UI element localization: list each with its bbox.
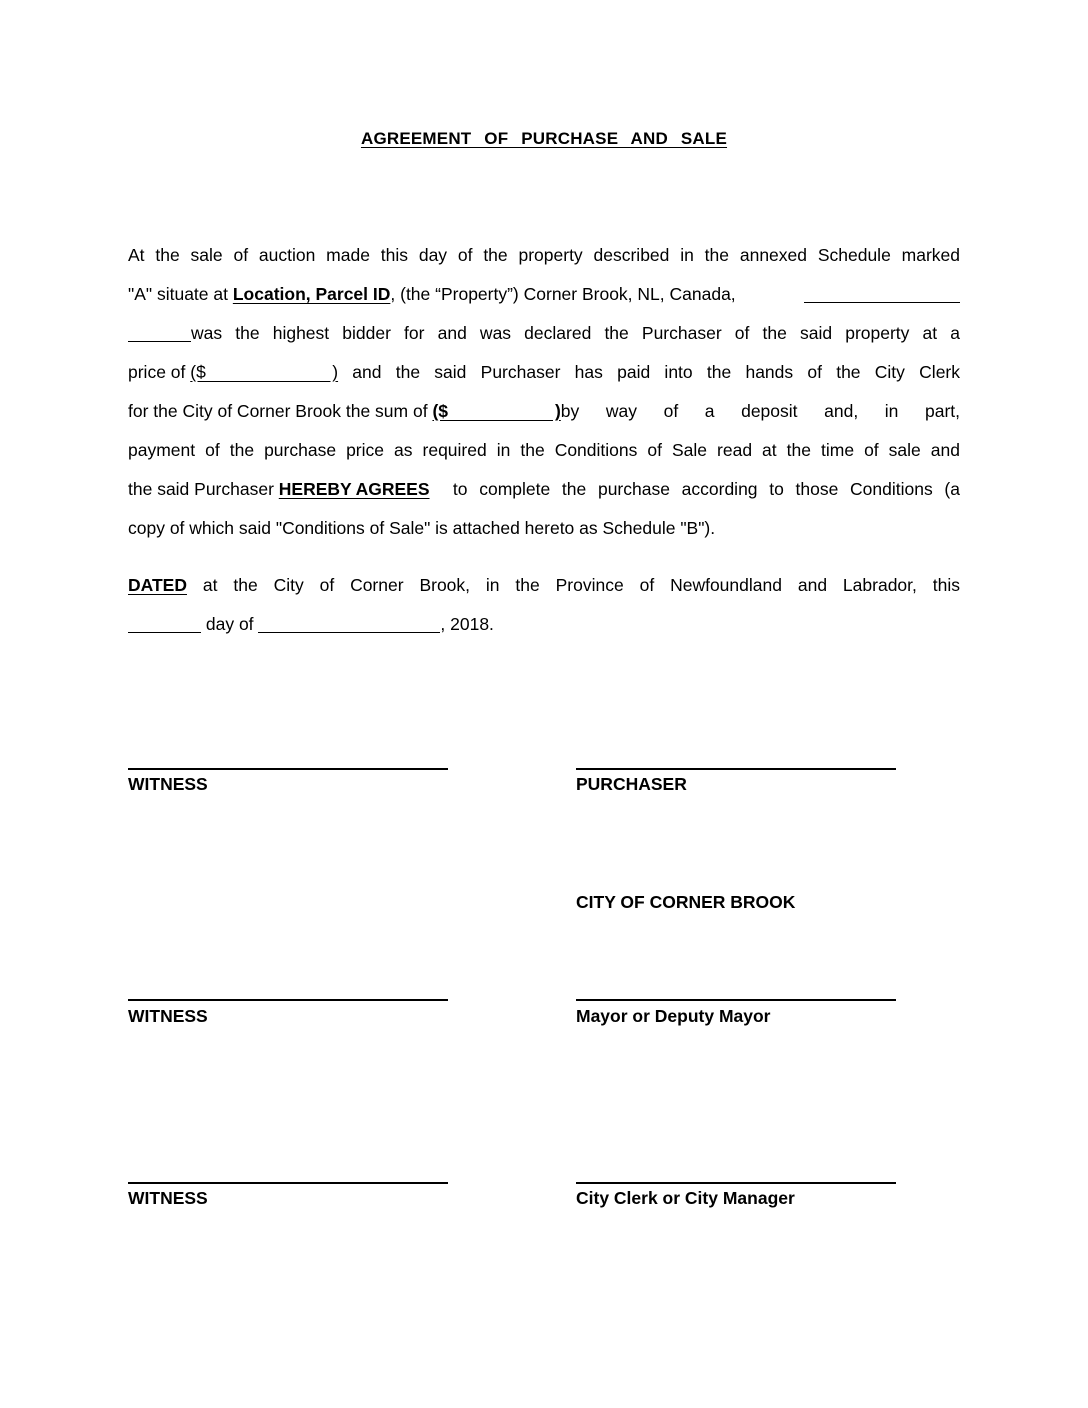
paragraph-line: payment of the purchase price as required in the Conditions of Sale read at the time of sale and	[128, 440, 960, 460]
witness-signature-line[interactable]	[128, 768, 448, 770]
text-run: "A" situate at	[128, 284, 233, 304]
text-run: day of	[201, 614, 259, 634]
clerk-signature-line[interactable]	[576, 1182, 896, 1184]
city-of-corner-brook-label: CITY OF CORNER BROOK	[576, 892, 796, 912]
mayor-label: Mayor or Deputy Mayor	[576, 1006, 771, 1026]
witness-label: WITNESS	[128, 1188, 208, 1208]
dated-label: DATED	[128, 575, 187, 595]
bidder-name-blank[interactable]	[804, 301, 960, 303]
document-title: AGREEMENT OF PURCHASE AND SALE	[360, 129, 728, 148]
text-run: the said Purchaser	[128, 479, 279, 499]
location-parcel-label: Location, Parcel ID	[232, 284, 391, 304]
witness-signature-line[interactable]	[128, 1182, 448, 1184]
mayor-signature-line[interactable]	[576, 999, 896, 1001]
text-run: at the City of Corner Brook, in the Province of Newfoundland and Labrador, this	[186, 575, 960, 595]
text-run: price of	[128, 362, 191, 382]
purchaser-label: PURCHASER	[576, 774, 687, 794]
witness-label: WITNESS	[128, 1006, 208, 1026]
text-run: was the highest bidder for and was declared the Purchaser of the said property at a	[191, 323, 960, 343]
witness-signature-line[interactable]	[128, 999, 448, 1001]
text-run: by way of a deposit and, in part,	[560, 401, 960, 421]
text-run: to complete the purchase according to those Conditions (a	[429, 479, 960, 499]
text-run: for the City of Corner Brook the sum of	[128, 401, 433, 421]
dated-paragraph	[128, 566, 960, 644]
text-run: , 2018.	[440, 614, 494, 634]
hereby-agrees-label: HEREBY AGREES	[278, 479, 430, 499]
paragraph-line: At the sale of auction made this day of the property described in the annexed Schedule marked	[128, 245, 960, 265]
clerk-label: City Clerk or City Manager	[576, 1188, 795, 1208]
purchase-price-blank[interactable]: ($ )	[190, 362, 339, 382]
paragraph-line	[128, 275, 960, 314]
paragraph-line	[128, 314, 960, 353]
paragraph-line	[128, 566, 960, 605]
deposit-amount-blank[interactable]: ($ )	[432, 401, 561, 421]
text-run: and the said Purchaser has paid into the hands of the City Clerk	[338, 362, 960, 382]
witness-label: WITNESS	[128, 774, 208, 794]
agreement-paragraph	[128, 236, 960, 548]
day-blank[interactable]	[128, 631, 201, 633]
month-blank[interactable]	[258, 631, 440, 633]
paragraph-line: copy of which said "Conditions of Sale" is attached hereto as Schedule "B").	[128, 518, 716, 538]
text-run: , (the “Property”) Corner Brook, NL, Canada,	[390, 284, 736, 304]
paragraph-line	[128, 353, 960, 392]
paragraph-line	[128, 605, 960, 644]
paragraph-line	[128, 392, 960, 431]
paragraph-line	[128, 470, 960, 509]
bidder-name-blank-continued[interactable]	[128, 340, 191, 342]
purchaser-signature-line[interactable]	[576, 768, 896, 770]
